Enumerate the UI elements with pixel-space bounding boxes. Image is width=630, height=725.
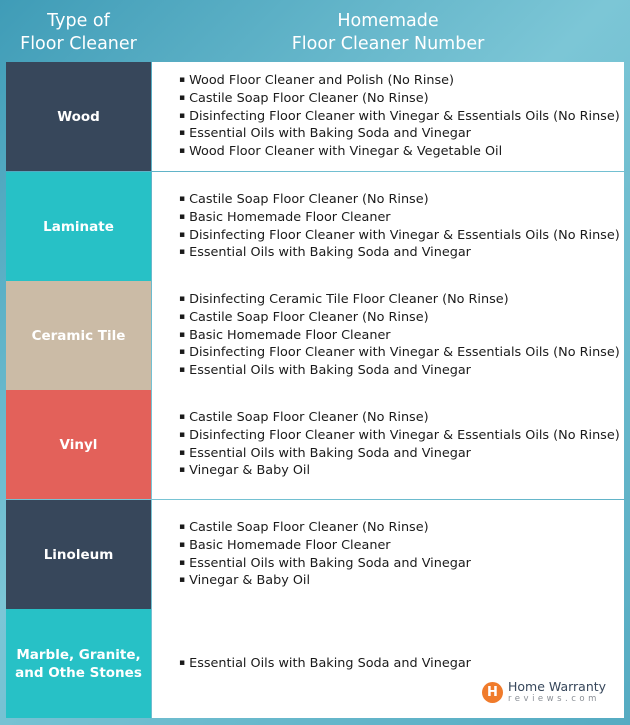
header-col2-line1: Homemade xyxy=(337,11,439,31)
list-item: ▪ Essential Oils with Baking Soda and Vinegar xyxy=(179,445,620,463)
list-item: ▪ Disinfecting Floor Cleaner with Vinegar & Essentials Oils (No Rinse) xyxy=(179,227,620,245)
list-item: ▪ Disinfecting Ceramic Tile Floor Cleaner (No Rinse) xyxy=(179,291,620,309)
category-laminate: Laminate xyxy=(6,172,151,281)
list-item: ▪ Wood Floor Cleaner with Vinegar & Vegetable Oil xyxy=(179,143,620,161)
table-header xyxy=(0,0,630,62)
logo-sub-text: reviews.com xyxy=(508,694,600,704)
cleaner-list xyxy=(152,519,471,590)
list-item: ▪ Castile Soap Floor Cleaner (No Rinse) xyxy=(179,309,620,327)
category-line: Marble, Granite, xyxy=(16,646,141,663)
list-item: ▪ Essential Oils with Baking Soda and Vinegar xyxy=(179,655,471,673)
header-type-of-floor-cleaner xyxy=(6,10,151,56)
list-item: ▪ Essential Oils with Baking Soda and Vinegar xyxy=(179,244,620,262)
list-item: ▪ Basic Homemade Floor Cleaner xyxy=(179,209,620,227)
category-marble-granite-stones xyxy=(6,609,151,718)
cleaner-list xyxy=(152,409,620,480)
list-item: ▪ Vinegar & Baby Oil xyxy=(179,572,471,590)
cleaners-cell-wood xyxy=(152,62,624,171)
cleaners-cell-ceramic-tile xyxy=(152,281,624,390)
cleaners-cell-linoleum xyxy=(152,500,624,609)
list-item: ▪ Wood Floor Cleaner and Polish (No Rinse) xyxy=(179,72,620,90)
row-wood xyxy=(6,62,624,171)
list-item: ▪ Disinfecting Floor Cleaner with Vinegar & Essentials Oils (No Rinse) xyxy=(179,344,620,362)
category-vinyl: Vinyl xyxy=(6,390,151,499)
list-item: ▪ Castile Soap Floor Cleaner (No Rinse) xyxy=(179,191,620,209)
cleaner-list xyxy=(152,191,620,262)
list-item: ▪ Vinegar & Baby Oil xyxy=(179,462,620,480)
list-item: ▪ Essential Oils with Baking Soda and Vinegar xyxy=(179,555,471,573)
home-warranty-reviews-logo xyxy=(482,676,622,708)
category-line: and Othe Stones xyxy=(15,664,142,681)
row-laminate xyxy=(6,172,624,281)
list-item: ▪ Disinfecting Floor Cleaner with Vinegar & Essentials Oils (No Rinse) xyxy=(179,108,620,126)
category-ceramic-tile: Ceramic Tile xyxy=(6,281,151,390)
list-item: ▪ Castile Soap Floor Cleaner (No Rinse) xyxy=(179,409,620,427)
cleaner-list xyxy=(152,291,620,380)
row-linoleum xyxy=(6,500,624,609)
cleaners-cell-laminate xyxy=(152,172,624,281)
cleaners-cell-vinyl xyxy=(152,390,624,499)
header-col2-line2: Floor Cleaner Number xyxy=(291,34,485,54)
logo-text xyxy=(508,678,607,704)
list-item: ▪ Essential Oils with Baking Soda and Vinegar xyxy=(179,125,620,143)
header-col1-line1: Type of xyxy=(47,11,110,31)
list-item: ▪ Essential Oils with Baking Soda and Vinegar xyxy=(179,362,620,380)
list-item: ▪ Castile Soap Floor Cleaner (No Rinse) xyxy=(179,90,620,108)
list-item: ▪ Basic Homemade Floor Cleaner xyxy=(179,537,471,555)
logo-main-text: Home Warranty xyxy=(508,678,607,694)
list-item: ▪ Disinfecting Floor Cleaner with Vinegar & Essentials Oils (No Rinse) xyxy=(179,427,620,445)
list-item: ▪ Castile Soap Floor Cleaner (No Rinse) xyxy=(179,519,471,537)
row-vinyl xyxy=(6,390,624,499)
header-col1-line2: Floor Cleaner xyxy=(20,34,137,54)
floor-cleaner-table xyxy=(6,62,624,718)
row-ceramic-tile xyxy=(6,281,624,390)
cleaner-list xyxy=(152,655,471,673)
cleaner-list xyxy=(152,72,620,161)
list-item: ▪ Basic Homemade Floor Cleaner xyxy=(179,327,620,345)
category-linoleum: Linoleum xyxy=(6,500,151,609)
category-wood: Wood xyxy=(6,62,151,171)
house-h-icon: H xyxy=(482,682,503,703)
header-homemade-floor-cleaner-number xyxy=(152,10,624,56)
